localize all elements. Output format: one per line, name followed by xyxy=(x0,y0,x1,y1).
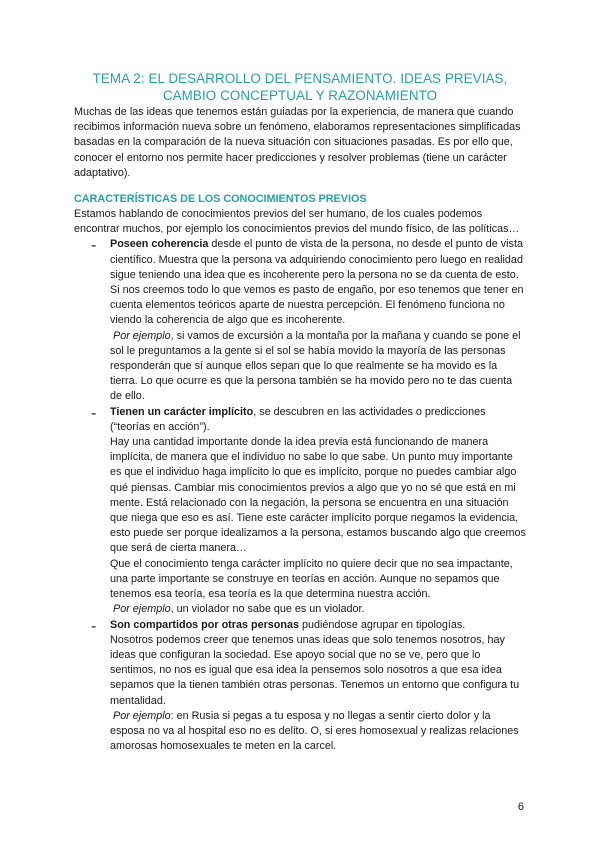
list-dash: - xyxy=(91,237,97,255)
section-heading: CARACTERÍSTICAS DE LOS CONOCIMIENTOS PREVIOS xyxy=(74,193,367,206)
title-line-1: TEMA 2: EL DESARROLLO DEL PENSAMIENTO. IDEAS PREVIAS, xyxy=(92,71,508,86)
item-text: , se descubren en las actividades o predicciones (“teorías en acción”). xyxy=(110,405,486,433)
item-paragraph: Hay una cantidad importante donde la idea previa está funcionando de manera implícita, de manera que el individuo no sabe lo que sabe. Un punto muy importante es que el individuo haga implícito lo que es implícito, porque no puedes cambiar algo qué piensas. Cambiar mis conocimientos previos a algo que yo no sé que está en mi mente. Está relacionado con la negación, la persona se encuentra en una situación que niega que eso es así. Tiene este carácter implícito porque negamos la evidencia, esto puede ser porque idealizamos a la persona, estamos buscando algo que creemos que será de cierta manera… xyxy=(110,436,526,555)
item-paragraph: Nosotros podemos creer que tenemos unas ideas que solo tenemos nosotros, hay ideas que configuran la sociedad. Ese apoyo social que no se ve, pero que lo sentimos, no nos es igual que esa idea la pensemos solo nosotros a que esa idea sepamos que la tienen también otras personas. Tenemos un entorno que configura tu mentalidad. xyxy=(110,633,520,707)
example-text: : en Rusia si pegas a tu esposa y no llegas a sentir cierto dolor y la esposa no va al hospital eso no es delito. O, si eres homosexual y realizas relaciones amorosas homosexuales te meten en la carcel. xyxy=(110,709,519,753)
page-title xyxy=(74,70,526,104)
document-page xyxy=(74,70,526,754)
characteristics-list xyxy=(74,237,526,754)
item-term: Poseen coherencia xyxy=(110,238,209,251)
item-paragraph: Si nos creemos todo lo que vemos es pasto de engaño, por eso tenemos que tener en cuenta elementos teóricos aparte de nuestra percepción. El fenómeno funciona no viendo la coherencia de algo que es incoherente. xyxy=(110,284,524,327)
example-label: Por ejemplo xyxy=(113,329,171,342)
item-text: pudiéndose agrupar en tipologías. xyxy=(298,618,466,631)
item-text: desde el punto de vista de la persona, no desde el punto de vista científico. Muestra que la persona va adquiriendo conocimiento pero luego en realidad sigue teniendo una idea que es incoherente pero la persona no se da cuenta de esto. xyxy=(110,238,523,281)
example-text: , si vamos de excursión a la montaña por la mañana y cuando se pone el sol le preguntamos a la gente si el sol se había movido la mayoría de las personas responderán que sí aunque ellos sepan que lo que realmente se ha movido es la tierra. Lo que ocurre es que la persona también se ha movido pero no te das cuenta de ello. xyxy=(110,329,521,403)
example-label: Por ejemplo xyxy=(113,603,171,616)
section-intro: Estamos hablando de conocimientos previos del ser humano, de los cuales podemos encontrar muchos, por ejemplo los conocimientos previos del mundo físico, de las políticas… xyxy=(74,208,520,236)
intro-paragraph: Muchas de las ideas que tenemos están guiadas por la experiencia, de manera que cuando recibimos información nueva sobre un fenómeno, elaboramos representaciones simplificadas basadas en la comparación de la nueva situación con situaciones pasadas. Es por ello que, conocer el entorno nos permite hacer predicciones y resolver problemas (tiene un carácter adaptativo). xyxy=(74,106,521,179)
list-dash: - xyxy=(91,404,97,422)
item-paragraph: Que el conocimiento tenga carácter implícito no quiere decir que no sea impactante, una parte importante se construye en teorías en acción. Aunque no sepamos que tenemos esa teoría, esa teoría es la que determina nuestra acción. xyxy=(110,557,513,601)
list-item xyxy=(74,618,526,755)
example-text: , un violador no sabe que es un violador. xyxy=(170,603,365,616)
list-item xyxy=(74,237,526,404)
list-dash: - xyxy=(91,617,97,635)
example-label: Por ejemplo xyxy=(113,709,171,722)
title-line-2: CAMBIO CONCEPTUAL Y RAZONAMIENTO xyxy=(162,88,438,103)
item-term: Son compartidos por otras personas xyxy=(110,618,299,631)
page-number: 6 xyxy=(517,801,524,813)
list-item xyxy=(74,405,526,618)
item-term: Tienen un carácter implícito xyxy=(110,405,254,418)
